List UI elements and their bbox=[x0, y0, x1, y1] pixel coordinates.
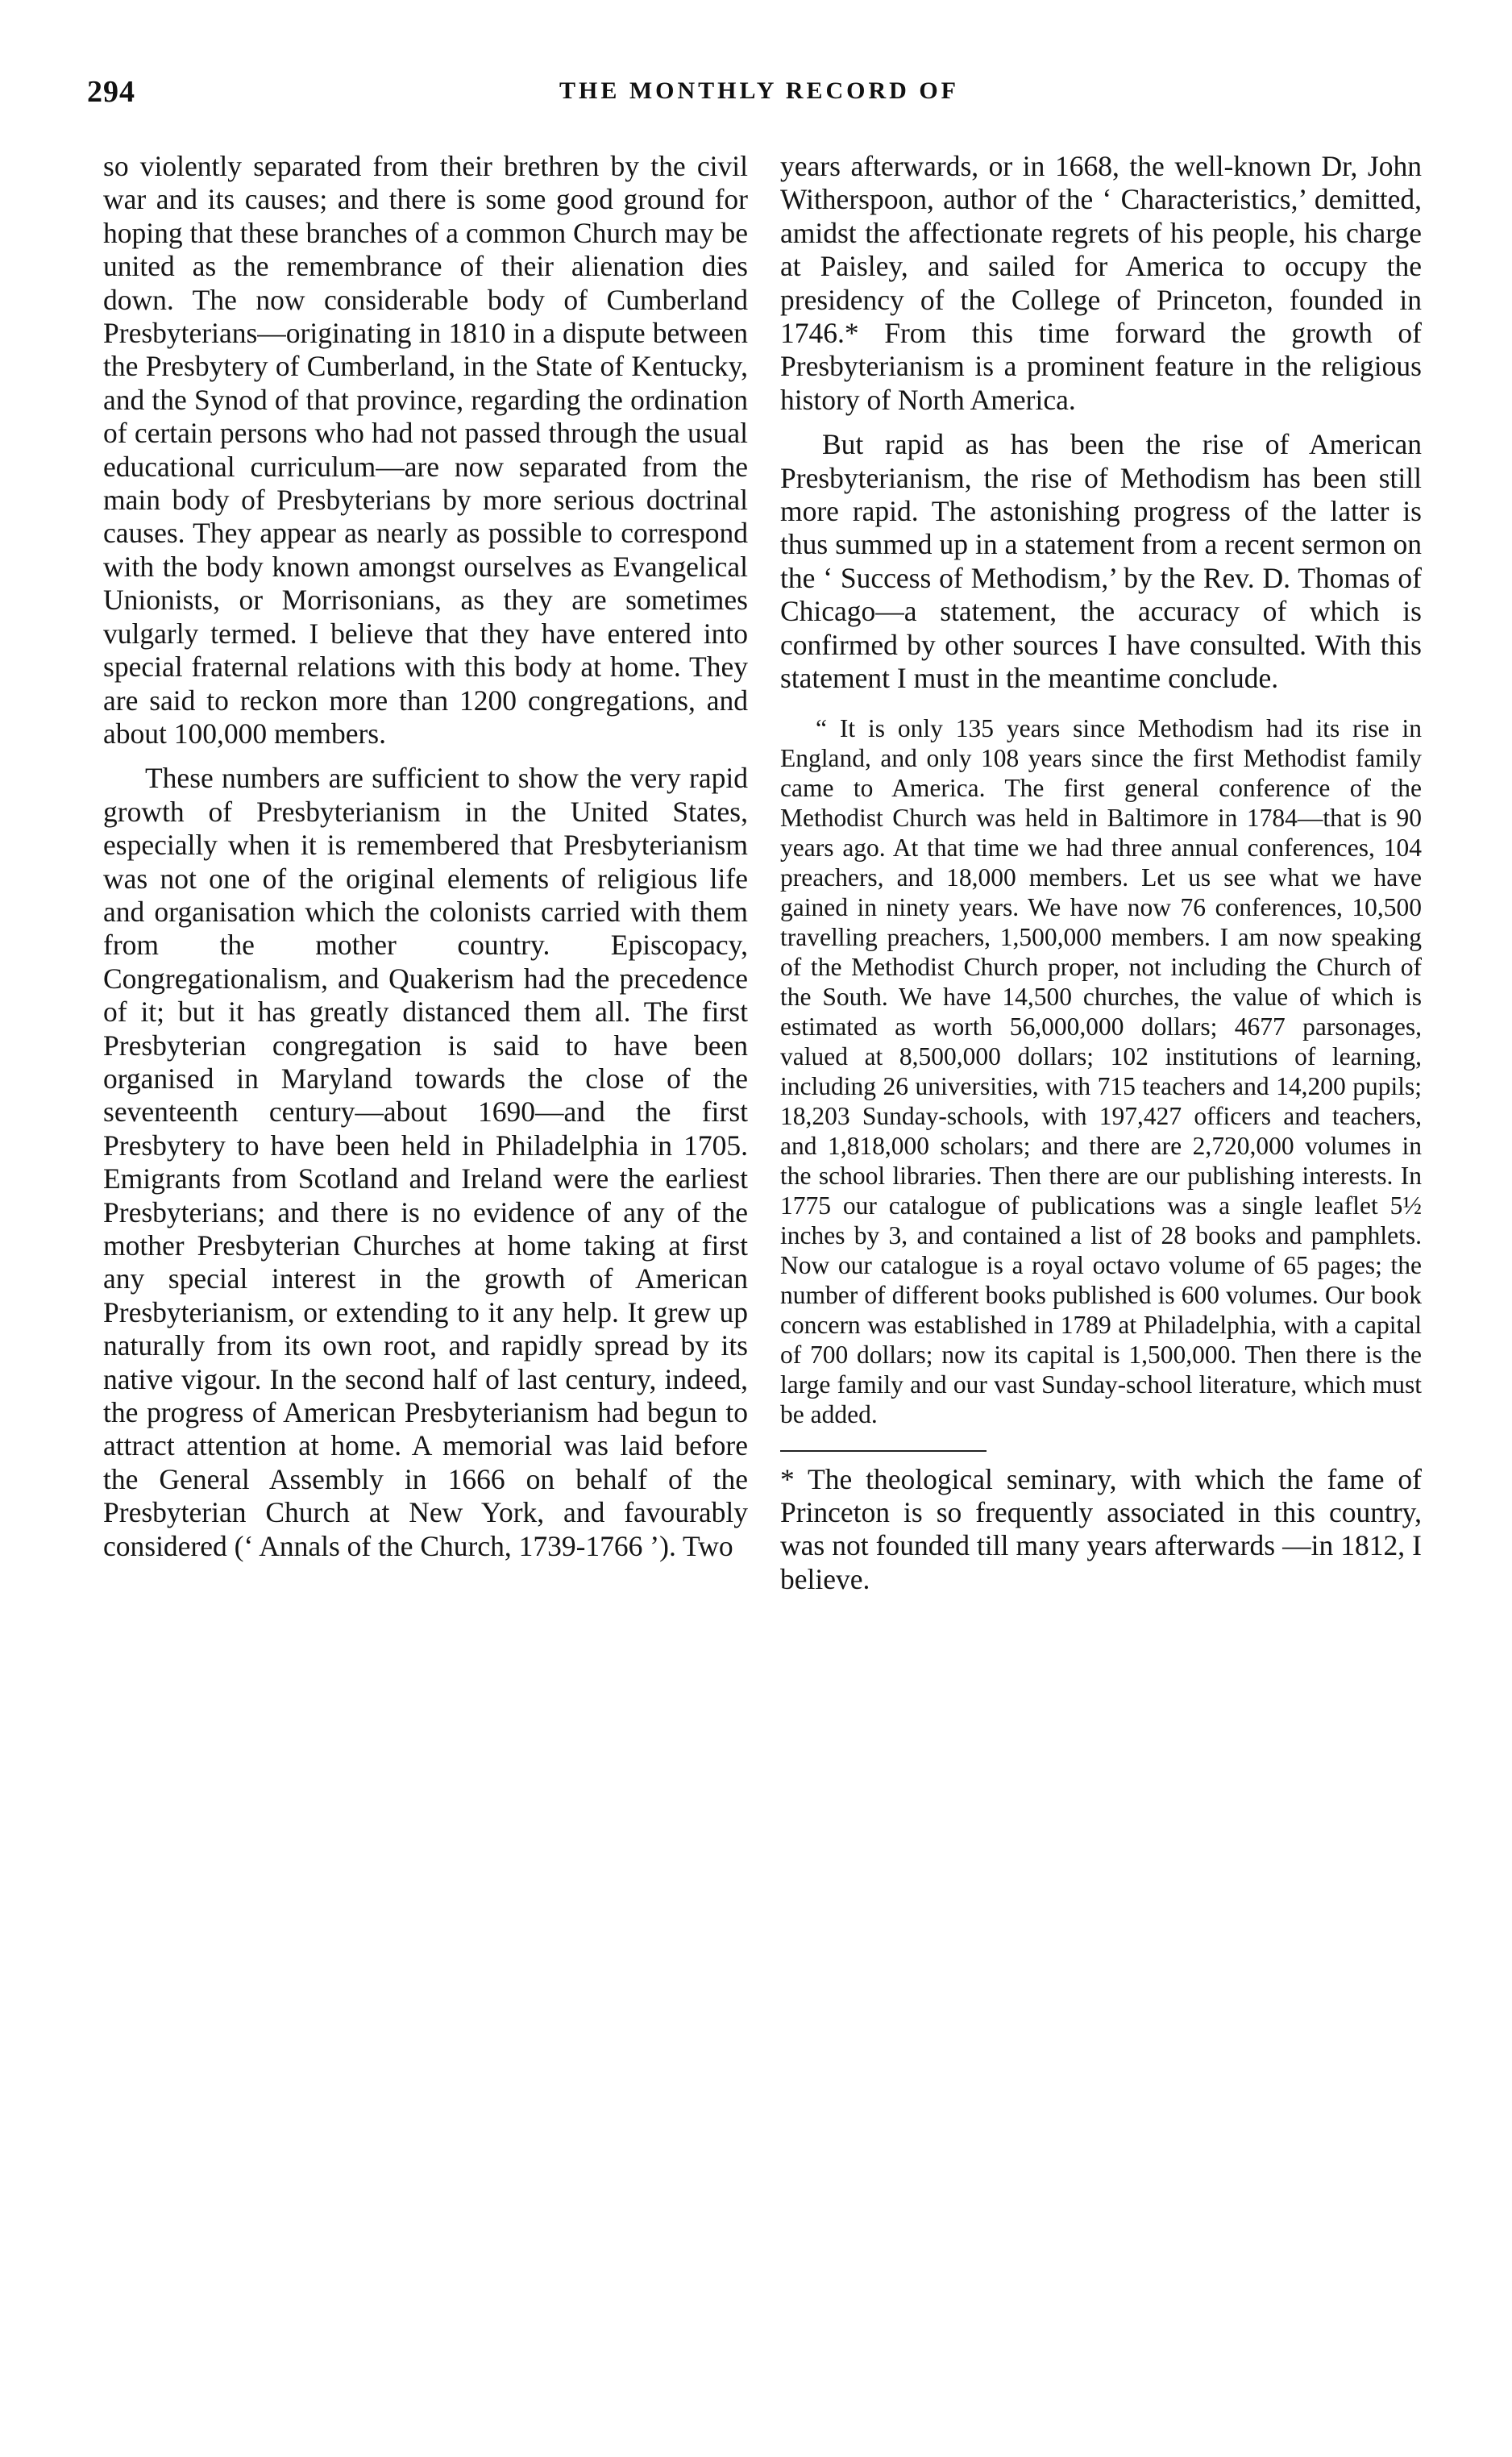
body-paragraph: years afterwards, or in 1668, the well-known Dr, John Witherspoon, author of the ‘ Characteristics,’ demitted, amidst the affectionate regrets of his people, his charge at Paisley, and sailed for America to occupy the presidency of the College of Princeton, founded in 1746.* From this time forward the growth of Presbyterianism is a prominent feature in the religious history of North America. bbox=[780, 150, 1422, 416]
body-paragraph: so violently separated from their brethren by the civil war and its causes; and there is some good ground for hoping that these branches of a common Church may be united as the remembrance of their alienation dies down. The now considerable body of Cumberland Presbyterians—originating in 1810 in a dispute between the Presbytery of Cumberland, in the State of Kentucky, and the Synod of that province, regarding the ordination of certain persons who had not passed through the usual educational curriculum—are now separated from the main body of Presbyterians by more serious doctrinal causes. They appear as nearly as possible to correspond with the body known amongst ourselves as Evangelical Unionists, or Morrisonians, as they are sometimes vulgarly termed. I believe that they have entered into special fraternal relations with this body at home. They are said to reckon more than 1200 congregations, and about 100,000 members. bbox=[103, 150, 748, 750]
body-paragraph: These numbers are sufficient to show the very rapid growth of Presbyterianism in the United States, especially when it is remembered that Presbyterianism was not one of the original elements of religious life and organisation which the colonists carried with them from the mother country. Episcopacy, Congregationalism, and Quakerism had the precedence of it; but it has greatly distanced them all. The first Presbyterian congregation is said to have been organised in Maryland towards the close of the seventeenth century—about 1690—and the first Presbytery to have been held in Philadelphia in 1705. Emigrants from Scotland and Ireland were the earliest Presbyterians; and there is no evidence of any of the mother Presbyterian Churches at home taking at first any special interest in the growth of American Presbyterianism, or extending to it any help. It grew up naturally from its own root, and rapidly spread by its native vigour. In the second half of last century, indeed, the progress of American Presbyterianism had begun to attract attention at home. A memorial was laid before the General Assembly in 1666 on behalf of the Presbyterian Church at New York, and favourably considered (‘ Annals of the Church, 1739-1766 ’). Two bbox=[103, 762, 748, 1562]
footnote: * The theological seminary, with which the fame of Princeton is so frequently associated in this country, was not founded till many years afterwards —in 1812, I believe. bbox=[780, 1462, 1422, 1595]
running-head: THE MONTHLY RECORD OF bbox=[559, 77, 959, 104]
footnote-divider bbox=[780, 1450, 987, 1452]
page-header bbox=[87, 74, 1431, 123]
body-paragraph: But rapid as has been the rise of American Presbyterianism, the rise of Methodism has been still more rapid. The astonishing progress of the latter is thus summed up in a statement from a recent sermon on the ‘ Success of Methodism,’ by the Rev. D. Thomas of Chicago—a statement, the accuracy of which is confirmed by other sources I have consulted. With this statement I must in the meantime conclude. bbox=[780, 428, 1422, 695]
left-column bbox=[103, 150, 748, 1574]
block-quote: “ It is only 135 years since Methodism had its rise in England, and only 108 years since the first Methodist family came to America. The first general conference of the Methodist Church was held in Baltimore in 1784—that is 90 years ago. At that time we had three annual conferences, 104 preachers, and 18,000 members. Let us see what we have gained in ninety years. We have now 76 conferences, 10,500 travelling preachers, 1,500,000 members. I am now speaking of the Methodist Church proper, not including the Church of the South. We have 14,500 churches, the value of which is estimated as worth 56,000,000 dollars; 4677 parsonages, valued at 8,500,000 dollars; 102 institutions of learning, including 26 universities, with 715 teachers and 14,200 pupils; 18,203 Sunday-schools, with 197,427 officers and teachers, and 1,818,000 scholars; and there are 2,720,000 volumes in the school libraries. Then there are our publishing interests. In 1775 our catalogue of publications was a single leaflet 5½ inches by 3, and contained a list of 28 books and pamphlets. Now our catalogue is a royal octavo volume of 65 pages; the number of different books published is 600 volumes. Our book concern was established in 1789 at Philadelphia, with a capital of 700 dollars; now its capital is 1,500,000. Then there is the large family and our vast Sunday-school literature, which must be added. bbox=[780, 713, 1422, 1428]
right-column bbox=[780, 150, 1422, 1607]
page-number: 294 bbox=[87, 75, 135, 109]
